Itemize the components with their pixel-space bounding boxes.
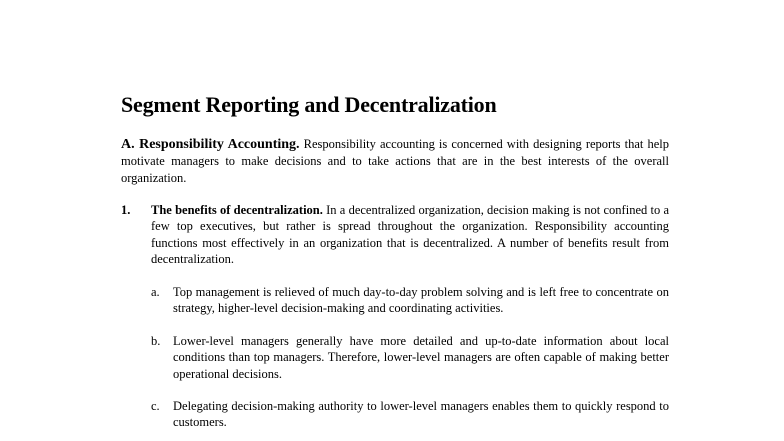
item-1-paragraph [151, 202, 669, 268]
benefit-c-text: Delegating decision-making authority to lower-level managers enables them to quickly respond to customers. [173, 399, 669, 430]
benefit-a-text: Top management is relieved of much day-to-day problem solving and is left free to concentrate on strategy, higher-level decision-making and coordinating activities. [173, 285, 669, 316]
page-title: Segment Reporting and Decentralization [121, 92, 497, 117]
benefit-b-marker: b. [151, 334, 161, 348]
item-1-text: In a decentralized organization, decision making is not confined to a few top executives, but rather is spread throughout the organization. Responsibility accounting functions most effectively in an organization that is decentralized. A number of benefits result from decentralization. [151, 203, 669, 267]
section-a-paragraph [121, 136, 669, 186]
benefit-b-text: Lower-level managers generally have more detailed and up-to-date information about local conditions than top managers. Therefore, lower-level managers are often capable of making better operational decisions. [173, 334, 669, 381]
section-a-heading: A. Responsibility Accounting. [121, 137, 300, 152]
item-1-number: 1. [121, 203, 131, 217]
section-a-text: Responsibility accounting is concerned with designing reports that help motivate managers to make decisions and to take actions that are in the best interests of the overall organization. [121, 137, 670, 185]
item-1-heading: The benefits of decentralization. [151, 203, 323, 217]
benefit-a-marker: a. [151, 285, 160, 299]
benefit-c-marker: c. [151, 399, 160, 413]
